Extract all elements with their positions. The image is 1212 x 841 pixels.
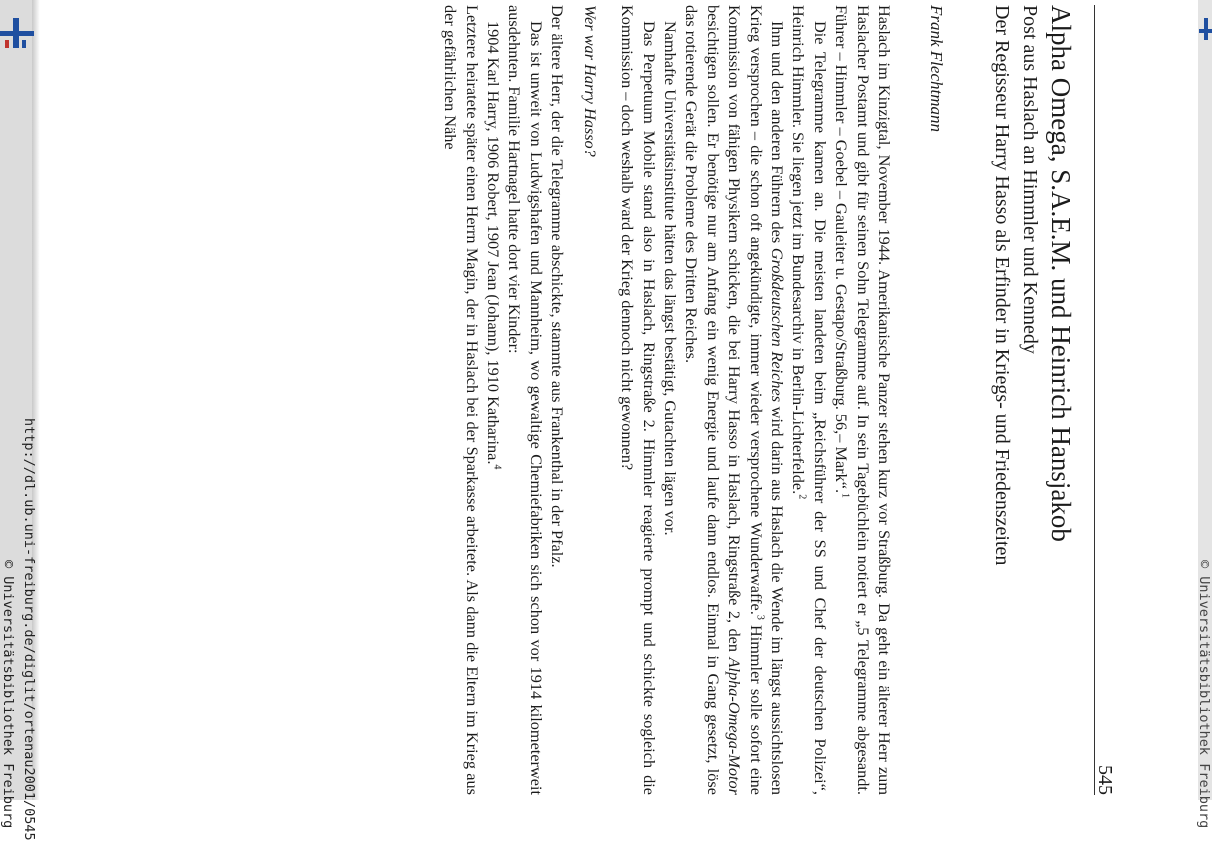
document-page [27, 5, 1127, 795]
author-name: Frank Flechtmann [927, 5, 946, 132]
paragraph: 1904 Karl Harry, 1906 Robert, 1907 Jean (Johann), 1910 Katharina.$^4$ [484, 21, 504, 470]
article-subtitle: Post aus Haslach an Himmler und Kennedy [1019, 5, 1041, 354]
footnote-ref: 2 [796, 494, 808, 500]
paragraph: Letztere heiratete später einen Herrn Magin, der in Haslach bei der Sparkasse arbeitete. Als dann die Eltern im Krieg aus der gefährlichen Nähe [441, 5, 482, 795]
paragraph: Das Perpetuum Mobile stand also in Haslach, Ringstraße 2. Himmler reagierte prompt und schickte sogleich die Kommission – doch weshalb ward der Krieg dennoch nicht gewonnen? [618, 5, 659, 795]
paragraph: Der ältere Herr, der die Telegramme abschickte, stammte aus Frankenthal in der Pfalz. [548, 5, 568, 568]
page-number: 545 [1094, 765, 1116, 795]
section-heading: Wer war Harry Hasso? [580, 5, 600, 157]
header-rule [1094, 5, 1095, 795]
page-header [1087, 5, 1117, 795]
article-body [440, 5, 895, 795]
footnote-ref: 3 [753, 614, 765, 620]
article-subtitle-2: Der Regisseur Harry Hasso als Erfinder in Kriegs- und Friedenszeiten [991, 5, 1013, 566]
article-title: Alpha Omega, S.A.E.M. und Heinrich Hansjakob [1046, 5, 1076, 542]
paragraph: Namhafte Universitätsinstitute hätten das längst bestätigt, Gutachten lägen vor. [660, 21, 680, 536]
copyright-notice-right: © Universitätsbibliothek Freiburg [1196, 560, 1212, 829]
copyright-notice: © Universitätsbibliothek Freiburg [0, 560, 16, 829]
viewer-corner-icon-right [1195, 18, 1212, 40]
paragraph: Die Telegramme kamen an. Die meisten landeten beim „Reichsführer der SS und Chef der deutschen Polizei“, Heinrich Himmler. Sie liegen jetzt im Bundesarchiv in Berlin-Lichterfelde.$^2$ [789, 5, 830, 795]
paragraph: Das ist unweit von Ludwigshafen und Mannheim, wo gewaltige Chemiefabriken sich schon vor 1914 kilometerweit ausdehnten. Familie Hartnagel hatte dort vier Kinder: [505, 5, 546, 795]
footnote-ref: 1 [839, 493, 851, 499]
footnote-ref: 4 [491, 464, 503, 470]
source-url: http://dl.ub.uni-freiburg.de/diglit/ortenau2001/0545 [21, 418, 37, 841]
paragraph: Haslach im Kinzigtal, November 1944. Amerikanische Panzer stehen kurz vor Straßburg. Da geht ein älterer Herr zum Haslacher Postamt und gibt für seinen Sohn Telegramme auf. In sein Tagebüchlein notiert er „5 Telegramme abgesandt. Führer – Himmler – Goebel – Gauleiter u. Gestapo/Straßburg. 56,– Mark“.$^1$ [832, 5, 894, 795]
paragraph: Ihm und den anderen Führern des Großdeutschen Reiches wird darin aus Haslach die Wende im längst aussichtslosen Krieg versprochen – die schon oft angekündigte, immer wieder versprochene Wunderwaffe.$^3$ Himmler solle sofort eine Kommission von fähigen Physikern schicken, die bei Harry Hasso in Haslach, Ringstraße 2, den Alpha-Omega-Motor besichtigen sollen. Er benötige nur am Anfang ein wenig Energie und laufe dann endlos. Einmal in Gang gesetzt, löse das rotierende Gerät die Probleme des Dritten Reiches. [682, 5, 787, 795]
